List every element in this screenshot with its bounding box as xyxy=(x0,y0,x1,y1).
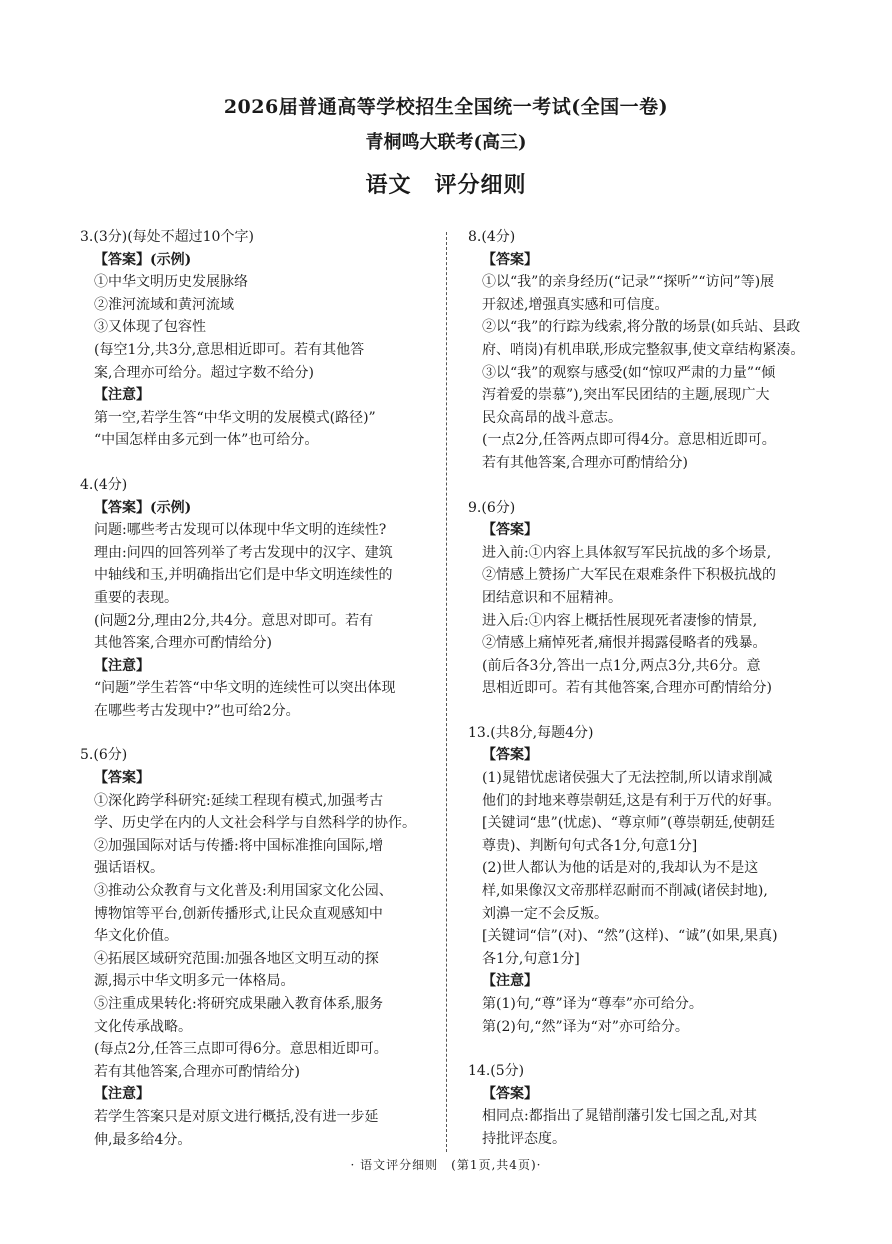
text-line: 第(1)句,“尊”译为“尊奉”亦可给分。 xyxy=(482,996,703,1012)
text-line: “问题”学生若答“中华文明的连续性可以突出体现 xyxy=(94,680,396,697)
text-line: (2)世人都认为他的话是对的,我却认为不是这 xyxy=(482,860,759,877)
text-line: 尊贵)、判断句句式各1分,句意1分] xyxy=(482,837,698,854)
column-divider xyxy=(446,232,447,1152)
text-line: 持批评态度。 xyxy=(482,1130,566,1147)
text-line: ②以“我”的行踪为线索,将分散的场景(如兵站、县政 xyxy=(482,319,801,336)
text-line: 在哪些考古发现中?”也可给2分。 xyxy=(94,702,300,719)
text-line: ③以“我”的观察与感受(如“惊叹严肃的力量”“倾 xyxy=(482,364,776,381)
question-heading: 5.(6分) xyxy=(80,747,128,764)
text-line: “中国怎样由多元到一体”也可给分。 xyxy=(94,432,319,449)
text-line: 华文化价值。 xyxy=(94,928,178,945)
text-line: (每空1分,共3分,意思相近即可。若有其他答 xyxy=(94,341,365,358)
text-line: ②加强国际对话与传播:将中国标准推向国际,增 xyxy=(94,837,384,854)
text-line: ②情感上痛悼死者,痛恨并揭露侵略者的残暴。 xyxy=(482,635,767,652)
text-line: 相同点:都指出了晁错削藩引发七国之乱,对其 xyxy=(482,1108,758,1125)
section-gap xyxy=(468,475,812,497)
exam-title: 2026届普通高等学校招生全国统一考试(全国一卷) xyxy=(223,96,669,118)
exam-subtitle: 青桐鸣大联考(高三) xyxy=(365,132,527,153)
text-line: 问题:哪些考古发现可以体现中华文明的连续性? xyxy=(94,522,387,539)
section-label: 【答案】 xyxy=(482,251,538,268)
right-column xyxy=(468,226,812,1151)
text-line: [关键词“信”(对)、“然”(这样)、“诚”(如果,果真) xyxy=(482,928,778,945)
section-label: 【答案】(示例) xyxy=(94,251,192,268)
text-line: 府、哨岗)有机串联,形成完整叙事,使文章结构紧凑。 xyxy=(482,341,805,358)
text-line: 团结意识和不屈精神。 xyxy=(482,589,622,606)
text-line: 第一空,若学生答“中华文明的发展模式(路径)” xyxy=(94,409,376,426)
text-line: 民众高昂的战斗意志。 xyxy=(482,409,622,426)
text-line: 强话语权。 xyxy=(94,860,164,877)
text-line: ⑤注重成果转化:将研究成果融入教育体系,服务 xyxy=(94,996,384,1012)
text-line: 案,合理亦可给分。超过字数不给分) xyxy=(94,364,314,381)
text-line: 他们的封地来尊崇朝廷,这是有利于万代的好事。 xyxy=(482,792,781,809)
text-line: 源,揭示中华文明多元一体格局。 xyxy=(94,973,295,990)
text-line: 学、历史学在内的人文社会科学与自然科学的协作。 xyxy=(94,815,416,832)
section-label: 【答案】 xyxy=(482,1085,538,1102)
document-title: 语文 评分细则 xyxy=(365,172,527,198)
section-gap xyxy=(80,722,432,744)
text-line: ②淮河流域和黄河流域 xyxy=(94,296,234,313)
question-heading: 14.(5分) xyxy=(468,1063,525,1080)
text-line: 开叙述,增强真实感和可信度。 xyxy=(482,296,669,313)
question-heading: 3.(3分)(每处不超过10个字) xyxy=(80,229,254,245)
text-line: (每点2分,任答三点即可得6分。意思相近即可。 xyxy=(94,1041,388,1058)
left-column xyxy=(80,226,432,1151)
text-line: 进入前:①内容上具体叙写军民抗战的多个场景, xyxy=(482,544,772,561)
text-line: 思相近即可。若有其他答案,合理亦可酌情给分) xyxy=(482,680,772,697)
text-line: 样,如果像汉文帝那样忍耐而不削减(诸侯封地), xyxy=(482,883,768,900)
section-label: 【注意】 xyxy=(94,657,150,674)
text-line: 若有其他答案,合理亦可酌情给分) xyxy=(94,1063,300,1080)
section-gap xyxy=(468,700,812,722)
text-line: 若有其他答案,合理亦可酌情给分) xyxy=(482,454,688,471)
text-line: ③推动公众教育与文化普及:利用国家文化公园、 xyxy=(94,883,393,900)
text-line: 泻着爱的崇慕”),突出军民团结的主题,展现广大 xyxy=(482,387,770,404)
question-heading: 9.(6分) xyxy=(468,499,516,516)
text-line: ①以“我”的亲身经历(“记录”“探听”“访问”等)展 xyxy=(482,274,775,291)
text-line: 进入后:①内容上概括性展现死者凄惨的情景, xyxy=(482,612,758,629)
text-line: 伸,最多给4分。 xyxy=(94,1131,192,1148)
section-gap xyxy=(80,452,432,474)
text-line: (1)晁错忧虑诸侯强大了无法控制,所以请求削减 xyxy=(482,770,773,787)
text-line: ②情感上赞扬广大军民在艰难条件下积极抗战的 xyxy=(482,567,776,584)
section-label: 【注意】 xyxy=(94,1086,150,1103)
section-label: 【答案】 xyxy=(94,770,150,787)
text-line: ④拓展区域研究范围:加强各地区文明互动的探 xyxy=(94,950,379,967)
page-footer: · 语文评分细则 (第1页,共4页)· xyxy=(350,1158,542,1172)
question-heading: 8.(4分) xyxy=(468,229,516,245)
section-label: 【注意】 xyxy=(482,973,538,990)
text-line: ③又体现了包容性 xyxy=(94,319,206,336)
text-line: 博物馆等平台,创新传播形式,让民众直观感知中 xyxy=(94,905,383,922)
section-gap xyxy=(468,1038,812,1060)
text-line: [关键词“患”(忧虑)、“尊京师”(尊崇朝廷,使朝廷 xyxy=(482,815,775,832)
text-line: (问题2分,理由2分,共4分。意思对即可。若有 xyxy=(94,612,374,629)
text-line: 文化传承战略。 xyxy=(94,1018,192,1035)
text-line: 各1分,句意1分] xyxy=(482,950,580,967)
text-line: (一点2分,任答两点即可得4分。意思相近即可。 xyxy=(482,432,776,449)
section-label: 【答案】 xyxy=(482,522,538,539)
text-line: 其他答案,合理亦可酌情给分) xyxy=(94,635,272,652)
question-heading: 13.(共8分,每题4分) xyxy=(468,724,594,741)
text-line: 若学生答案只是对原文进行概括,没有进一步延 xyxy=(94,1108,379,1125)
question-heading: 4.(4分) xyxy=(80,476,128,493)
text-line: 刘濞一定不会反叛。 xyxy=(482,905,608,922)
text-line: 中轴线和玉,并明确指出它们是中华文明连续性的 xyxy=(94,567,393,584)
text-line: ①中华文明历史发展脉络 xyxy=(94,274,248,291)
text-line: 第(2)句,“然”译为“对”亦可给分。 xyxy=(482,1018,689,1035)
section-label: 【注意】 xyxy=(94,387,150,404)
text-line: 重要的表现。 xyxy=(94,589,178,606)
section-label: 【答案】(示例) xyxy=(94,499,192,516)
section-label: 【答案】 xyxy=(482,747,538,764)
text-line: ①深化跨学科研究:延续工程现有模式,加强考古 xyxy=(94,792,384,809)
text-line: (前后各3分,答出一点1分,两点3分,共6分。意 xyxy=(482,657,761,674)
text-line: 理由:问四的回答列举了考古发现中的汉字、建筑 xyxy=(94,544,393,561)
